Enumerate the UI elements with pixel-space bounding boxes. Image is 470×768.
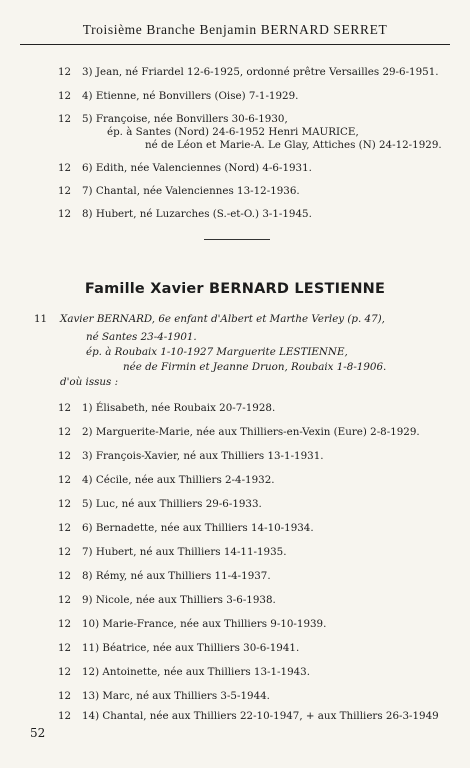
entry-text: 9) Nicole, née aux Thilliers 3-6-1938. bbox=[82, 594, 276, 606]
generation-number: 12 bbox=[58, 426, 72, 438]
entry-text: 7) Hubert, né aux Thilliers 14-11-1935. bbox=[82, 546, 287, 558]
generation-number: 12 bbox=[58, 618, 72, 630]
running-header: Troisième Branche Benjamin BERNARD SERRET bbox=[82, 22, 388, 37]
parent-birth-line: né Santes 23-4-1901. bbox=[86, 331, 197, 343]
list-item bbox=[58, 426, 420, 438]
entry-text: 3) François-Xavier, né aux Thilliers 13-1-1931. bbox=[82, 450, 324, 462]
list-item bbox=[58, 66, 439, 78]
generation-number: 12 bbox=[58, 666, 72, 678]
generation-number: 12 bbox=[58, 66, 72, 78]
generation-number: 12 bbox=[58, 710, 72, 722]
spouse-parents-line: née de Firmin et Jeanne Druon, Roubaix 1-8-1906. bbox=[123, 361, 387, 373]
list-item bbox=[58, 546, 286, 558]
list-item bbox=[58, 710, 439, 722]
entry-text: 5) Luc, né aux Thilliers 29-6-1933. bbox=[82, 498, 262, 510]
list-item bbox=[58, 208, 312, 220]
list-item bbox=[58, 450, 324, 462]
entry-text: 8) Hubert, né Luzarches (S.-et-O.) 3-1-1945. bbox=[82, 208, 312, 220]
entry-text: 11) Béatrice, née aux Thilliers 30-6-1941. bbox=[82, 642, 300, 654]
entry-text: 6) Edith, née Valenciennes (Nord) 4-6-1931. bbox=[82, 162, 312, 174]
list-item bbox=[58, 618, 326, 630]
list-item bbox=[58, 498, 262, 510]
generation-number: 12 bbox=[58, 402, 72, 414]
list-item bbox=[58, 594, 276, 606]
spouse-parents-line: né de Léon et Marie-A. Le Glay, Attiches (N) 24-12-1929. bbox=[145, 139, 442, 151]
generation-number: 12 bbox=[58, 185, 72, 197]
header-rule bbox=[20, 44, 450, 45]
generation-number: 12 bbox=[58, 546, 72, 558]
entry-text: 10) Marie-France, née aux Thilliers 9-10-1939. bbox=[82, 618, 327, 630]
parent-marriage-line: ép. à Roubaix 1-10-1927 Marguerite LESTIENNE, bbox=[86, 346, 348, 358]
parent-entry bbox=[34, 313, 385, 325]
generation-number: 12 bbox=[58, 90, 72, 102]
list-item bbox=[58, 402, 275, 414]
list-item bbox=[58, 90, 298, 102]
generation-number: 12 bbox=[58, 594, 72, 606]
entry-text: 6) Bernadette, née aux Thilliers 14-10-1934. bbox=[82, 522, 314, 534]
generation-number: 11 bbox=[34, 313, 48, 325]
section-separator bbox=[204, 239, 270, 240]
entry-text: 2) Marguerite-Marie, née aux Thilliers-en-Vexin (Eure) 2-8-1929. bbox=[82, 426, 420, 438]
list-item bbox=[58, 185, 300, 197]
entry-text: 4) Etienne, né Bonvillers (Oise) 7-1-1929. bbox=[82, 90, 299, 102]
generation-number: 12 bbox=[58, 642, 72, 654]
list-item bbox=[58, 642, 299, 654]
section-title: Famille Xavier BERNARD LESTIENNE bbox=[84, 281, 386, 297]
list-item bbox=[58, 474, 275, 486]
list-item bbox=[58, 113, 288, 125]
entry-text: 1) Élisabeth, née Roubaix 20-7-1928. bbox=[82, 402, 276, 414]
list-item bbox=[58, 162, 312, 174]
generation-number: 12 bbox=[58, 208, 72, 220]
generation-number: 12 bbox=[58, 522, 72, 534]
entry-text: 12) Antoinette, née aux Thilliers 13-1-1943. bbox=[82, 666, 311, 678]
issue-label: d'où issus : bbox=[60, 376, 119, 388]
generation-number: 12 bbox=[58, 498, 72, 510]
entry-text: 7) Chantal, née Valenciennes 13-12-1936. bbox=[82, 185, 300, 197]
list-item bbox=[58, 570, 271, 582]
page-number: 52 bbox=[30, 726, 46, 740]
list-item bbox=[58, 690, 270, 702]
generation-number: 12 bbox=[58, 113, 72, 125]
entry-text: 4) Cécile, née aux Thilliers 2-4-1932. bbox=[82, 474, 275, 486]
list-item bbox=[58, 666, 310, 678]
generation-number: 12 bbox=[58, 690, 72, 702]
list-item bbox=[58, 522, 314, 534]
generation-number: 12 bbox=[58, 162, 72, 174]
marriage-line: ép. à Santes (Nord) 24-6-1952 Henri MAURICE, bbox=[107, 126, 359, 138]
entry-text: 8) Rémy, né aux Thilliers 11-4-1937. bbox=[82, 570, 271, 582]
generation-number: 12 bbox=[58, 450, 72, 462]
entry-text: 3) Jean, né Friardel 12-6-1925, ordonné prêtre Versailles 29-6-1951. bbox=[82, 66, 439, 78]
entry-text: 14) Chantal, née aux Thilliers 22-10-1947, + aux Thilliers 26-3-1949 bbox=[82, 710, 439, 722]
generation-number: 12 bbox=[58, 570, 72, 582]
entry-text: 5) Françoise, née Bonvillers 30-6-1930, bbox=[82, 113, 288, 125]
entry-text: 13) Marc, né aux Thilliers 3-5-1944. bbox=[82, 690, 270, 702]
generation-number: 12 bbox=[58, 474, 72, 486]
parent-line-1: Xavier BERNARD, 6e enfant d'Albert et Marthe Verley (p. 47), bbox=[60, 313, 385, 325]
